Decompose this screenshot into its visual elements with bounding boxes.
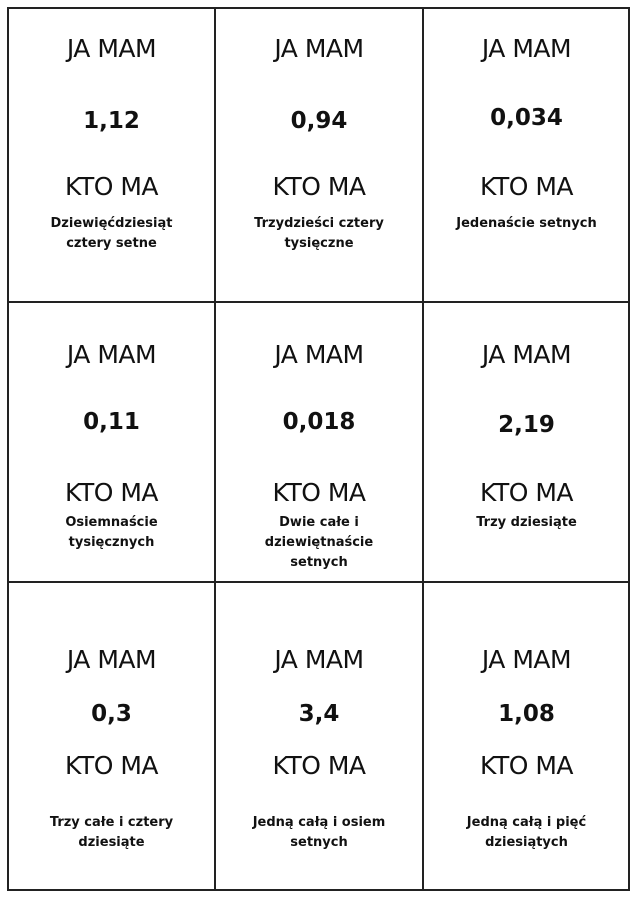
who-has-label: KTO MA xyxy=(272,172,366,201)
who-has-label: KTO MA xyxy=(479,751,574,780)
card-value: 1,12 xyxy=(83,108,140,134)
card-question: Dwie całe i dziewiętnaście setnych xyxy=(264,515,374,570)
who-has-label: KTO MA xyxy=(272,751,366,780)
card-value: 3,4 xyxy=(298,701,340,727)
card-value: 2,19 xyxy=(498,412,555,438)
card-2 xyxy=(216,9,422,301)
card-value: 0,94 xyxy=(290,108,348,134)
card-6 xyxy=(424,303,629,581)
card-question: Dziewięćdziesiąt cztery setne xyxy=(50,216,173,251)
card-8 xyxy=(216,583,422,891)
card-value: 0,11 xyxy=(83,409,140,435)
who-has-label: KTO MA xyxy=(64,172,159,201)
card-9 xyxy=(424,583,629,891)
i-have-label: JA MAM xyxy=(66,340,157,369)
card-value: 0,3 xyxy=(91,701,132,727)
i-have-label: JA MAM xyxy=(481,645,572,674)
i-have-label: JA MAM xyxy=(481,340,572,369)
i-have-label: JA MAM xyxy=(274,34,364,63)
i-have-label: JA MAM xyxy=(66,34,157,63)
card-value: 0,018 xyxy=(282,409,356,435)
card-question: Trzy dziesiąte xyxy=(476,515,577,530)
i-have-label: JA MAM xyxy=(274,340,364,369)
card-7 xyxy=(9,583,214,891)
who-has-label: KTO MA xyxy=(272,478,366,507)
card-question: Jedenaście setnych xyxy=(456,216,597,231)
card-question: Osiemnaście tysięcznych xyxy=(65,515,158,550)
who-has-label: KTO MA xyxy=(64,751,159,780)
card-4 xyxy=(9,303,214,581)
who-has-label: KTO MA xyxy=(64,478,159,507)
i-have-label: JA MAM xyxy=(66,645,157,674)
card-question: Jedną całą i pięć dziesiątych xyxy=(466,815,587,850)
card-question: Trzydzieści cztery tysięczne xyxy=(254,216,384,251)
card-5 xyxy=(216,303,422,581)
card-question: Trzy całe i cztery dziesiąte xyxy=(49,815,174,850)
card-question: Jedną całą i osiem setnych xyxy=(252,815,386,850)
i-have-label: JA MAM xyxy=(481,34,572,63)
card-3 xyxy=(424,9,629,301)
card-value: 1,08 xyxy=(498,701,555,727)
card-1 xyxy=(9,9,214,301)
who-has-label: KTO MA xyxy=(479,478,574,507)
i-have-label: JA MAM xyxy=(274,645,364,674)
card-value: 0,034 xyxy=(490,105,563,131)
who-has-label: KTO MA xyxy=(479,172,574,201)
